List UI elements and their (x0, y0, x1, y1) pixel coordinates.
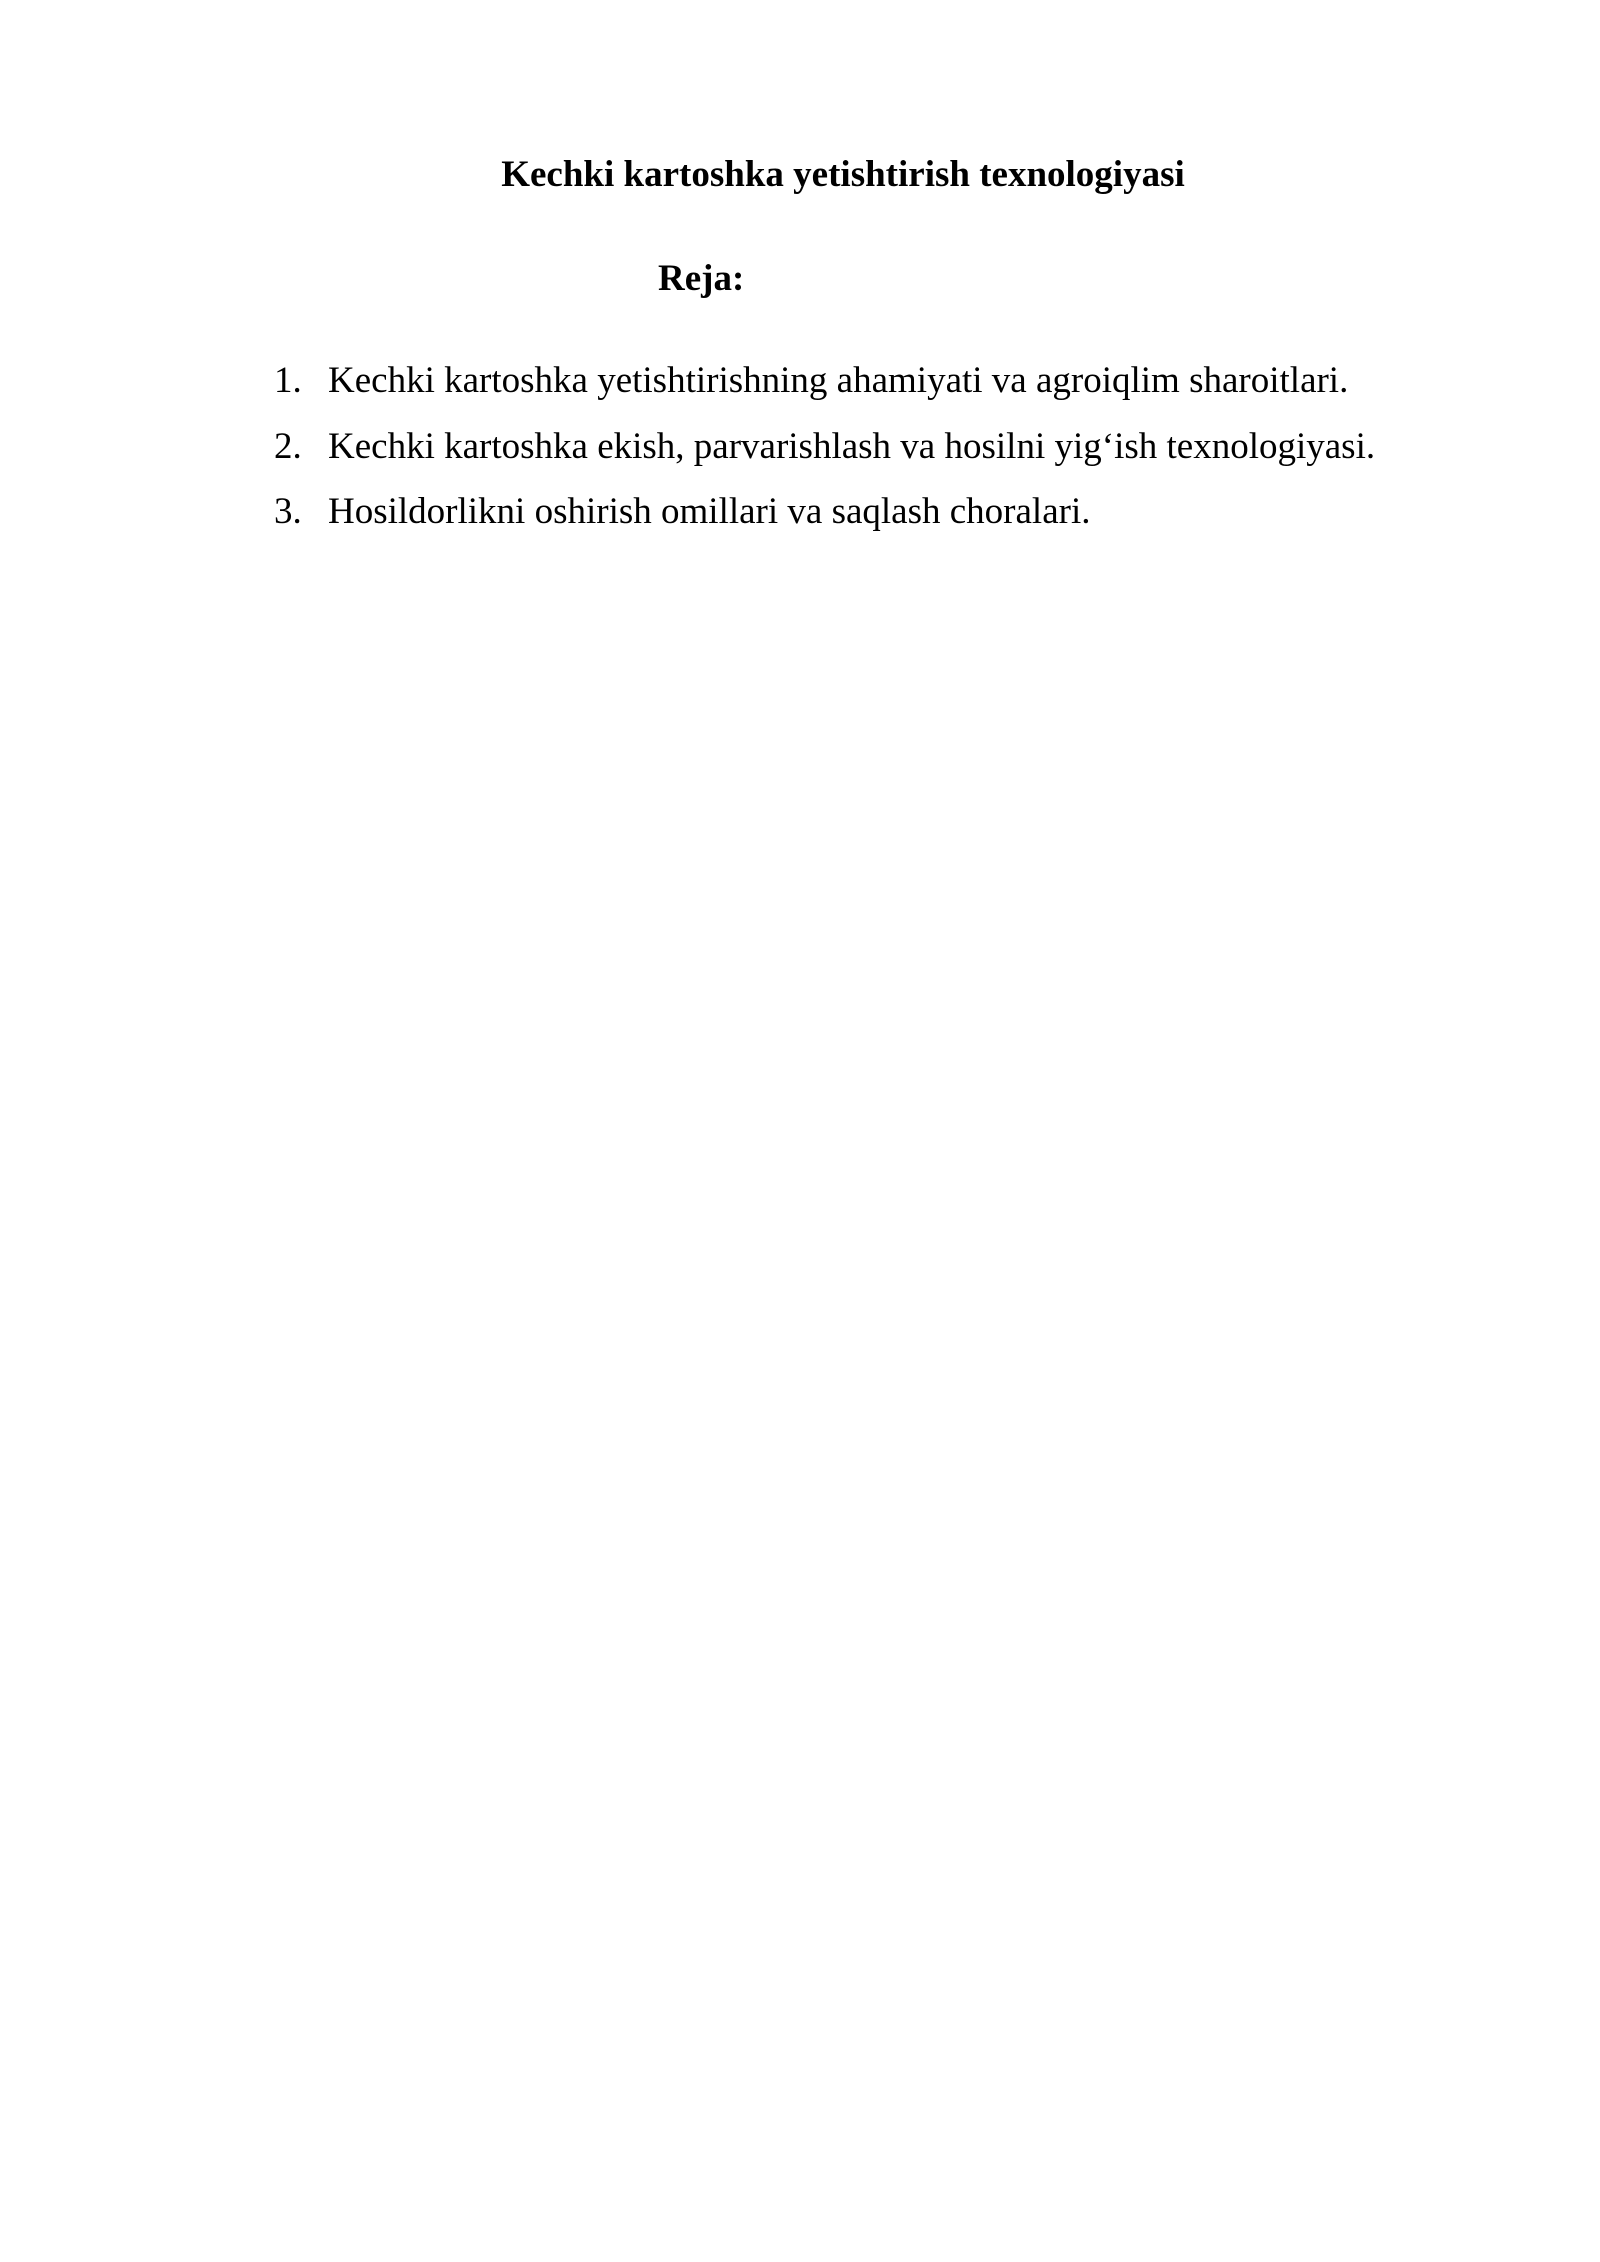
plan-list (274, 356, 1375, 553)
plan-item-number: 3. (274, 491, 302, 532)
plan-item-number: 2. (274, 425, 302, 467)
plan-item-text: Kechki kartoshka yetishtirishning ahamiyati va agroiqlim sharoitlari. (328, 360, 1349, 401)
plan-item (274, 422, 1375, 472)
plan-item-text: Hosildorlikni oshirish omillari va saqlash choralari. (328, 491, 1091, 532)
plan-heading: Reja: (658, 258, 745, 299)
plan-item (274, 356, 1375, 406)
plan-item-text: Kechki kartoshka ekish, parvarishlash va hosilni yig‘ish texnologiyasi. (328, 425, 1376, 467)
plan-item (274, 487, 1375, 537)
document-title: Kechki kartoshka yetishtirish texnologiyasi (501, 154, 1185, 195)
plan-item-number: 1. (274, 360, 302, 401)
